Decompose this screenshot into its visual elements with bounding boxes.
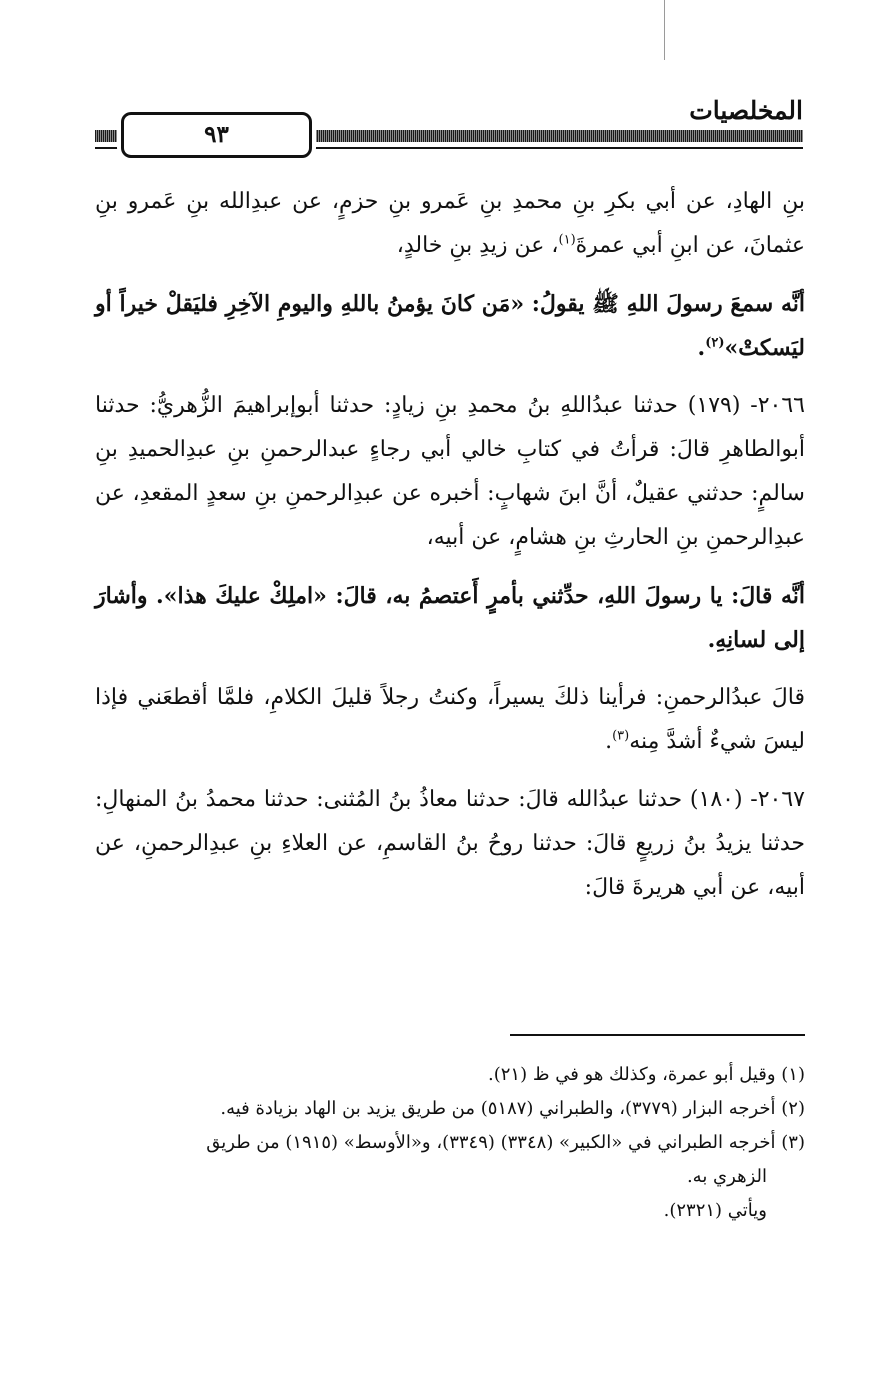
paragraph-text: بنِ الهادِ، عن أبي بكرِ بنِ محمدِ بنِ عَمرو بنِ حزمٍ، عن عبدِالله بنِ عَمرو بنِ عثمانَ، عن ابنِ أبي عمرةَ	[95, 189, 805, 258]
page-number: ٩٣	[204, 121, 229, 148]
book-title: المخلصيات	[689, 96, 803, 125]
footnote-continuation: ويأتي (٢٣٢١).	[663, 1200, 767, 1221]
footnote-continuation: الزهري به.	[686, 1166, 767, 1187]
paragraph	[95, 676, 805, 764]
paragraph-tail: .	[697, 335, 706, 361]
footnotes	[95, 1058, 805, 1228]
page-header	[95, 92, 803, 162]
paragraph-text: أنَّه سمعَ رسولَ اللهِ ﷺ يقولُ: «مَن كانَ يؤمنُ باللهِ واليومِ الآخِرِ فليَقلْ خيراً أو ليَسكتْ»	[95, 291, 805, 361]
paragraph	[95, 180, 805, 268]
paragraph-text: قالَ عبدُالرحمنِ: فرأينا ذلكَ يسيراً، وكنتُ رجلاً قليلَ الكلامِ، فلمَّا أقطعَني فإذا ليسَ شيءٌ أشدَّ مِنه	[95, 685, 805, 754]
main-text	[95, 180, 805, 924]
isnad-paragraph	[95, 384, 805, 560]
paragraph-text: أنَّه قالَ: يا رسولَ اللهِ، حدِّثني بأمرٍ أَعتصمُ به، قالَ: «املِكْ عليكَ هذا». وأشارَ إلى لسانِهِ.	[95, 583, 805, 653]
isnad-paragraph	[95, 778, 805, 910]
hadith-text	[95, 574, 805, 662]
footnote-ref: (٢)	[705, 335, 725, 351]
footnote-item: (١) وقيل أبو عمرة، وكذلك هو في ظ (٢١).	[487, 1064, 805, 1085]
footnote-ref: (١)	[558, 232, 576, 248]
paragraph-text: ٢٠٦٧- (١٨٠) حدثنا عبدُالله قالَ: حدثنا معاذُ بنُ المُثنى: حدثنا محمدُ بنُ المنهالِ: حدثنا يزيدُ بنُ زريعٍ قالَ: حدثنا روحُ بنُ القاسمِ، عن العلاءِ بنِ عبدِالرحمنِ، عن أبيه، عن أبي هريرةَ قالَ:	[95, 787, 805, 900]
page-number-box	[121, 112, 312, 158]
footnote-item: (٣) أخرجه الطبراني في «الكبير» (٣٣٤٨) (٣٣٤٩)، و«الأوسط» (١٩١٥) من طريق	[206, 1132, 805, 1153]
footnote-ref: (٣)	[612, 728, 630, 744]
paragraph-tail: .	[605, 729, 613, 754]
paragraph-tail: ، عن زيدِ بنِ خالدٍ،	[396, 233, 559, 258]
footnote-item: (٢) أخرجه البزار (٣٧٧٩)، والطبراني (٥١٨٧) من طريق يزيد بن الهاد بزيادة فيه.	[220, 1098, 805, 1119]
footnote-separator	[510, 1034, 805, 1036]
hadith-text	[95, 282, 805, 370]
paragraph-text: ٢٠٦٦- (١٧٩) حدثنا عبدُاللهِ بنُ محمدِ بنِ زيادٍ: حدثنا أبوإبراهيمَ الزُّهريُّ: حدثنا أبوالطاهرِ قالَ: قرأتُ في كتابِ خالي أبي رجاءٍ عبدالرحمنِ بنِ عبدِالحميدِ بنِ سالمٍ: حدثني عقيلٌ، أنَّ ابنَ شهابٍ: أخبره عن عبدِالرحمنِ بنِ سعدٍ المقعدِ، عن عبدِالرحمنِ بنِ الحارثِ بنِ هشامٍ، عن أبيه،	[95, 393, 805, 550]
page-crease-line	[664, 0, 665, 60]
